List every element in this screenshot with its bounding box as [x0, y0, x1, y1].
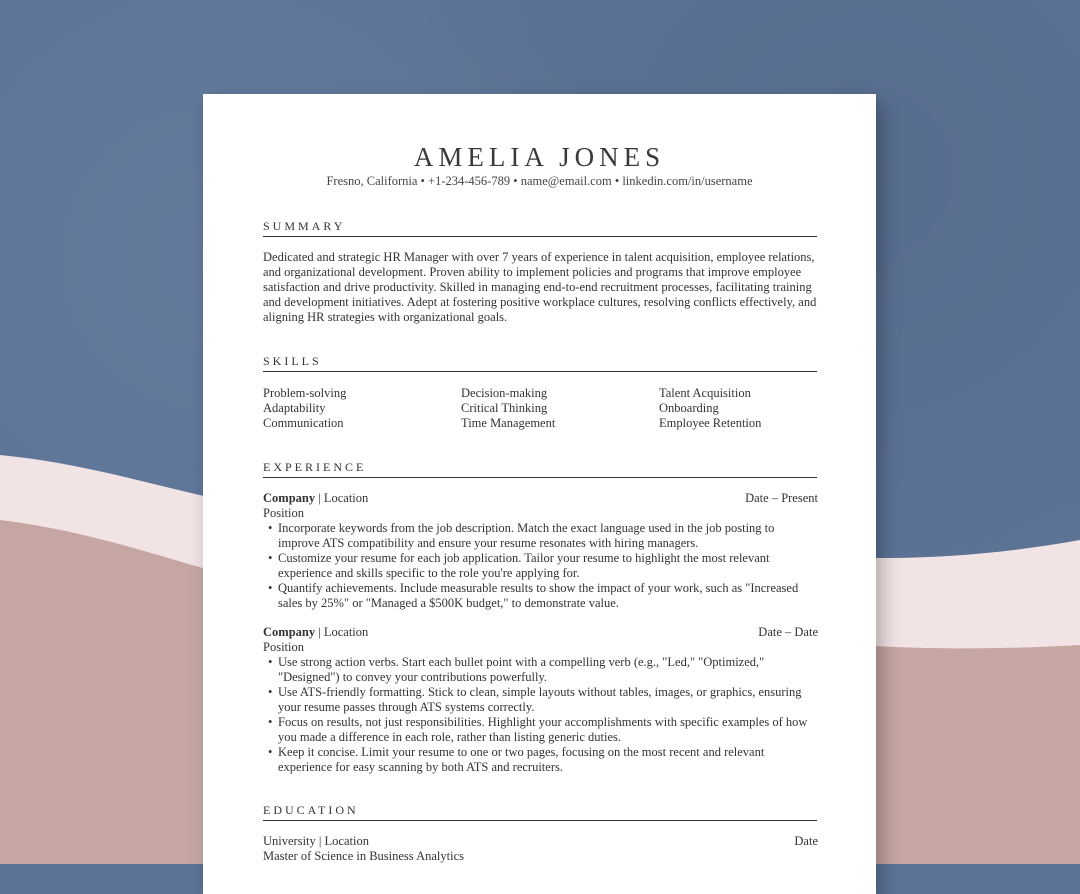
- job-position: Position: [263, 640, 304, 654]
- experience-entry: [263, 625, 818, 775]
- bullet-item: • Customize your resume for each job application. Tailor your resume to highlight the most relevant experience and skills specific to the role you're applying for.: [263, 551, 818, 581]
- bullet-item: • Use ATS-friendly formatting. Stick to clean, simple layouts without tables, images, or graphics, ensuring your resume passes through ATS systems correctly.: [263, 685, 818, 715]
- skill-item: Decision-making: [461, 386, 548, 400]
- resume-name: AMELIA JONES: [413, 142, 666, 172]
- job-bullets: [263, 655, 818, 775]
- job-location: | Location: [315, 625, 369, 639]
- skills-column: [263, 386, 453, 431]
- education-heading: EDUCATION: [263, 803, 817, 821]
- bullet-item: • Focus on results, not just responsibilities. Highlight your accomplishments with specific examples of how you made a difference in each role, rather than listing generic duties.: [263, 715, 818, 745]
- skill-item: Communication: [263, 416, 344, 430]
- summary-text: Dedicated and strategic HR Manager with over 7 years of experience in talent acquisition, employee relations, and organizational development. Proven ability to implement policies and programs that improve employee satisfaction and drive productivity. Skilled in managing end-to-end recruitment processes, facilitating training and development initiatives. Adept at fostering positive workplace cultures, resolving conflicts effectively, and aligning HR strategies with organizational goals.: [263, 250, 817, 324]
- job-position: Position: [263, 506, 304, 520]
- bullet-item: • Use strong action verbs. Start each bullet point with a compelling verb (e.g., "Led," "Optimized," "Designed") to convey your contributions powerfully.: [263, 655, 818, 685]
- skill-item: Time Management: [461, 416, 556, 430]
- company-name: Company: [263, 625, 316, 639]
- job-bullets: [263, 521, 818, 611]
- contact-line: Fresno, California • +1-234-456-789 • name@email.com • linkedin.com/in/username: [326, 174, 753, 188]
- skill-item: Talent Acquisition: [659, 386, 751, 400]
- degree: Master of Science in Business Analytics: [263, 849, 465, 863]
- skill-item: Adaptability: [263, 401, 326, 415]
- bullet-item: • Keep it concise. Limit your resume to one or two pages, focusing on the most recent and relevant experience for easy scanning by both ATS and recruiters.: [263, 745, 818, 775]
- skills-column: [461, 386, 651, 431]
- resume-page: [203, 94, 876, 894]
- company-name: Company: [263, 491, 316, 505]
- school-name: University | Location: [263, 834, 369, 848]
- job-location: | Location: [315, 491, 369, 505]
- job-date: Date – Present: [745, 491, 818, 505]
- skills-column: [659, 386, 849, 431]
- summary-heading: SUMMARY: [263, 219, 817, 237]
- education-entry: [263, 834, 818, 864]
- skill-item: Onboarding: [659, 401, 719, 415]
- skill-item: Employee Retention: [659, 416, 762, 430]
- experience-heading: EXPERIENCE: [263, 460, 817, 478]
- bullet-item: • Incorporate keywords from the job description. Match the exact language used in the job posting to improve ATS compatibility and ensure your resume resonates with hiring managers.: [263, 521, 818, 551]
- experience-entry: [263, 491, 818, 611]
- skills-heading: SKILLS: [263, 354, 817, 372]
- job-date: Date – Date: [758, 625, 818, 639]
- bullet-item: • Quantify achievements. Include measurable results to show the impact of your work, such as "Increased sales by 25%" or "Managed a $500K budget," to demonstrate value.: [263, 581, 818, 611]
- education-date: Date: [794, 834, 818, 848]
- skill-item: Critical Thinking: [461, 401, 548, 415]
- skill-item: Problem-solving: [263, 386, 347, 400]
